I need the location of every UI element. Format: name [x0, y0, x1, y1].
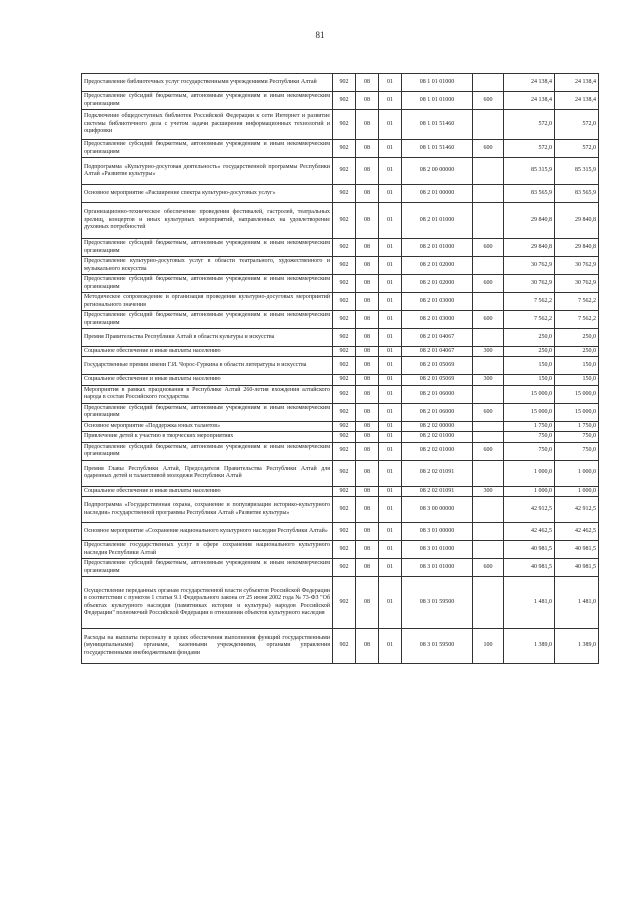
amount-year-1-cell: 572,0: [504, 140, 555, 158]
ministry-code-cell: 902: [333, 257, 356, 275]
table-row: [82, 541, 599, 559]
ministry-code-cell: 902: [333, 275, 356, 293]
ministry-code-cell: 902: [333, 421, 356, 431]
target-article-cell: 08 2 02 01091: [402, 486, 473, 496]
table-row: [82, 559, 599, 577]
table-row: [82, 497, 599, 523]
amount-year-2-cell: 750,0: [555, 432, 599, 442]
expense-description-cell: Мероприятия в рамках празднования в Республике Алтай 260-летия вхождения алтайского народа в состав Российского государства: [82, 385, 333, 403]
amount-year-2-cell: 750,0: [555, 442, 599, 460]
amount-year-1-cell: 150,0: [504, 357, 555, 375]
expense-type-cell: [473, 329, 504, 347]
table-row: [82, 629, 599, 664]
expense-description-cell: Подключение общедоступных библиотек Российской Федерации к сети Интернет и развитие системы библиотечного дела с учетом задачи расширения информационных технологий и оцифровки: [82, 110, 333, 140]
expense-description-cell: Предоставление субсидий бюджетным, автономным учреждениям и иным некоммерческим организациям: [82, 559, 333, 577]
amount-year-1-cell: 30 762,9: [504, 275, 555, 293]
subsection-code-cell: 01: [379, 329, 402, 347]
section-code-cell: 08: [356, 158, 379, 185]
expense-type-cell: [473, 577, 504, 629]
expense-type-cell: [473, 385, 504, 403]
subsection-code-cell: 01: [379, 158, 402, 185]
table-row: [82, 375, 599, 385]
amount-year-1-cell: 42 912,5: [504, 497, 555, 523]
expense-description-cell: Государственные премии имени Г.И. Чорос-Гуркина в области литературы и искусства: [82, 357, 333, 375]
ministry-code-cell: 902: [333, 293, 356, 311]
amount-year-1-cell: 29 840,8: [504, 203, 555, 239]
amount-year-1-cell: 1 389,0: [504, 629, 555, 664]
amount-year-1-cell: 7 562,2: [504, 293, 555, 311]
amount-year-2-cell: 572,0: [555, 140, 599, 158]
subsection-code-cell: 01: [379, 442, 402, 460]
target-article-cell: 08 3 01 01000: [402, 559, 473, 577]
amount-year-1-cell: 15 000,0: [504, 385, 555, 403]
section-code-cell: 08: [356, 203, 379, 239]
ministry-code-cell: 902: [333, 185, 356, 203]
amount-year-2-cell: 29 840,8: [555, 239, 599, 257]
table-row: [82, 74, 599, 92]
subsection-code-cell: 01: [379, 347, 402, 357]
section-code-cell: 08: [356, 257, 379, 275]
section-code-cell: 08: [356, 403, 379, 421]
amount-year-2-cell: 85 315,9: [555, 158, 599, 185]
amount-year-1-cell: 1 000,0: [504, 486, 555, 496]
ministry-code-cell: 902: [333, 110, 356, 140]
expense-description-cell: Подпрограмма «Государственная охрана, сохранение и популяризация историко-культурного наследия» государственной программы Республики Алтай «Развитие культуры»: [82, 497, 333, 523]
section-code-cell: 08: [356, 385, 379, 403]
target-article-cell: 08 2 01 02000: [402, 275, 473, 293]
expense-description-cell: Премия Главы Республики Алтай, Председателя Правительства Республики Алтай для одаренных детей и талантливой молодежи Республики Алтай: [82, 460, 333, 486]
ministry-code-cell: 902: [333, 375, 356, 385]
ministry-code-cell: 902: [333, 403, 356, 421]
amount-year-1-cell: 250,0: [504, 347, 555, 357]
subsection-code-cell: 01: [379, 275, 402, 293]
expense-description-cell: Предоставление культурно-досуговых услуг в области театрального, художественного и музыкального искусства: [82, 257, 333, 275]
section-code-cell: 08: [356, 629, 379, 664]
amount-year-1-cell: 750,0: [504, 432, 555, 442]
expense-description-cell: Основное мероприятие «Сохранение национального культурного наследия Республики Алтай»: [82, 523, 333, 541]
amount-year-1-cell: 24 138,4: [504, 92, 555, 110]
table-row: [82, 239, 599, 257]
expense-description-cell: Предоставление субсидий бюджетным, автономным учреждениям и иным некоммерческим организациям: [82, 140, 333, 158]
section-code-cell: 08: [356, 559, 379, 577]
amount-year-2-cell: 1 481,0: [555, 577, 599, 629]
amount-year-2-cell: 150,0: [555, 375, 599, 385]
amount-year-1-cell: 150,0: [504, 375, 555, 385]
section-code-cell: 08: [356, 421, 379, 431]
expense-description-cell: Предоставление субсидий бюджетным, автономным учреждениям и иным некоммерческим организациям: [82, 275, 333, 293]
section-code-cell: 08: [356, 311, 379, 329]
amount-year-2-cell: 29 840,8: [555, 203, 599, 239]
section-code-cell: 08: [356, 185, 379, 203]
section-code-cell: 08: [356, 375, 379, 385]
amount-year-1-cell: 750,0: [504, 442, 555, 460]
budget-table-body: [82, 74, 599, 664]
subsection-code-cell: 01: [379, 375, 402, 385]
section-code-cell: 08: [356, 329, 379, 347]
expense-description-cell: Организационно-техническое обеспечение проведения фестивалей, гастролей, театральных зрелищ, концертов и иных культурных мероприятий, направленных на удовлетворение духовных потребностей: [82, 203, 333, 239]
subsection-code-cell: 01: [379, 403, 402, 421]
subsection-code-cell: 01: [379, 110, 402, 140]
expense-description-cell: Привлечение детей к участию в творческих мероприятиях: [82, 432, 333, 442]
subsection-code-cell: 01: [379, 559, 402, 577]
expense-type-cell: 300: [473, 486, 504, 496]
ministry-code-cell: 902: [333, 460, 356, 486]
amount-year-2-cell: 572,0: [555, 110, 599, 140]
amount-year-2-cell: 250,0: [555, 329, 599, 347]
target-article-cell: 08 1 01 01000: [402, 92, 473, 110]
expense-description-cell: Социальное обеспечение и иные выплаты населению: [82, 375, 333, 385]
table-row: [82, 432, 599, 442]
target-article-cell: 08 2 01 04067: [402, 329, 473, 347]
ministry-code-cell: 902: [333, 559, 356, 577]
target-article-cell: 08 2 01 05069: [402, 357, 473, 375]
section-code-cell: 08: [356, 442, 379, 460]
ministry-code-cell: 902: [333, 140, 356, 158]
page-number: 81: [315, 30, 325, 40]
target-article-cell: 08 3 01 59500: [402, 629, 473, 664]
amount-year-1-cell: 7 562,2: [504, 311, 555, 329]
budget-table: [81, 73, 599, 664]
ministry-code-cell: 902: [333, 357, 356, 375]
ministry-code-cell: 902: [333, 74, 356, 92]
expense-description-cell: Предоставление субсидий бюджетным, автономным учреждениям и иным некоммерческим организациям: [82, 403, 333, 421]
expense-type-cell: [473, 497, 504, 523]
amount-year-2-cell: 24 138,4: [555, 74, 599, 92]
expense-type-cell: 600: [473, 442, 504, 460]
expense-type-cell: 600: [473, 92, 504, 110]
target-article-cell: 08 2 01 04067: [402, 347, 473, 357]
amount-year-1-cell: 24 138,4: [504, 74, 555, 92]
table-row: [82, 421, 599, 431]
expense-description-cell: Предоставление субсидий бюджетным, автономным учреждениям и иным некоммерческим организациям: [82, 442, 333, 460]
target-article-cell: 08 1 01 01000: [402, 74, 473, 92]
ministry-code-cell: 902: [333, 311, 356, 329]
expense-description-cell: Методическое сопровождение и организация проведения культурно-досуговых мероприятий регионального значения: [82, 293, 333, 311]
amount-year-1-cell: 40 981,5: [504, 559, 555, 577]
subsection-code-cell: 01: [379, 203, 402, 239]
table-row: [82, 92, 599, 110]
expense-description-cell: Основное мероприятие «Расширение спектра культурно-досуговых услуг»: [82, 185, 333, 203]
ministry-code-cell: 902: [333, 577, 356, 629]
expense-type-cell: [473, 357, 504, 375]
ministry-code-cell: 902: [333, 385, 356, 403]
target-article-cell: 08 2 01 06000: [402, 385, 473, 403]
table-row: [82, 403, 599, 421]
expense-type-cell: 600: [473, 239, 504, 257]
target-article-cell: 08 2 01 03000: [402, 311, 473, 329]
amount-year-2-cell: 24 138,4: [555, 92, 599, 110]
target-article-cell: 08 3 00 00000: [402, 497, 473, 523]
ministry-code-cell: 902: [333, 92, 356, 110]
table-row: [82, 110, 599, 140]
table-row: [82, 203, 599, 239]
target-article-cell: 08 2 01 00000: [402, 185, 473, 203]
ministry-code-cell: 902: [333, 486, 356, 496]
target-article-cell: 08 2 01 05069: [402, 375, 473, 385]
section-code-cell: 08: [356, 140, 379, 158]
subsection-code-cell: 01: [379, 140, 402, 158]
section-code-cell: 08: [356, 110, 379, 140]
table-row: [82, 577, 599, 629]
expense-type-cell: [473, 203, 504, 239]
target-article-cell: 08 2 00 00000: [402, 158, 473, 185]
expense-description-cell: Подпрограмма «Культурно-досуговая деятельность» государственной программы Республики Алтай «Развитие культуры»: [82, 158, 333, 185]
table-row: [82, 275, 599, 293]
expense-type-cell: [473, 74, 504, 92]
table-row: [82, 347, 599, 357]
expense-type-cell: 600: [473, 311, 504, 329]
amount-year-1-cell: 15 000,0: [504, 403, 555, 421]
expense-type-cell: [473, 460, 504, 486]
subsection-code-cell: 01: [379, 577, 402, 629]
ministry-code-cell: 902: [333, 629, 356, 664]
target-article-cell: 08 2 02 01000: [402, 432, 473, 442]
amount-year-2-cell: 1 750,0: [555, 421, 599, 431]
amount-year-2-cell: 15 000,0: [555, 385, 599, 403]
expense-description-cell: Основное мероприятие «Поддержка юных талантов»: [82, 421, 333, 431]
expense-type-cell: [473, 541, 504, 559]
table-row: [82, 311, 599, 329]
table-row: [82, 257, 599, 275]
amount-year-2-cell: 7 562,2: [555, 311, 599, 329]
table-row: [82, 140, 599, 158]
section-code-cell: 08: [356, 92, 379, 110]
section-code-cell: 08: [356, 239, 379, 257]
table-row: [82, 385, 599, 403]
amount-year-2-cell: 1 389,0: [555, 629, 599, 664]
section-code-cell: 08: [356, 460, 379, 486]
expense-type-cell: 600: [473, 140, 504, 158]
table-row: [82, 523, 599, 541]
subsection-code-cell: 01: [379, 74, 402, 92]
expense-type-cell: 100: [473, 629, 504, 664]
ministry-code-cell: 902: [333, 442, 356, 460]
subsection-code-cell: 01: [379, 311, 402, 329]
expense-type-cell: 600: [473, 559, 504, 577]
target-article-cell: 08 1 01 51460: [402, 140, 473, 158]
expense-type-cell: [473, 432, 504, 442]
subsection-code-cell: 01: [379, 357, 402, 375]
section-code-cell: 08: [356, 275, 379, 293]
target-article-cell: 08 2 01 01000: [402, 203, 473, 239]
subsection-code-cell: 01: [379, 523, 402, 541]
table-row: [82, 185, 599, 203]
amount-year-2-cell: 42 462,5: [555, 523, 599, 541]
subsection-code-cell: 01: [379, 486, 402, 496]
table-row: [82, 158, 599, 185]
amount-year-2-cell: 40 981,5: [555, 541, 599, 559]
subsection-code-cell: 01: [379, 460, 402, 486]
expense-type-cell: 600: [473, 403, 504, 421]
table-row: [82, 442, 599, 460]
subsection-code-cell: 01: [379, 629, 402, 664]
amount-year-2-cell: 7 562,2: [555, 293, 599, 311]
table-row: [82, 329, 599, 347]
subsection-code-cell: 01: [379, 497, 402, 523]
expense-type-cell: [473, 185, 504, 203]
expense-description-cell: Премия Правительства Республики Алтай в области культуры и искусства: [82, 329, 333, 347]
subsection-code-cell: 01: [379, 541, 402, 559]
target-article-cell: 08 2 01 03000: [402, 293, 473, 311]
expense-type-cell: [473, 293, 504, 311]
amount-year-2-cell: 30 762,9: [555, 275, 599, 293]
ministry-code-cell: 902: [333, 541, 356, 559]
subsection-code-cell: 01: [379, 92, 402, 110]
section-code-cell: 08: [356, 497, 379, 523]
section-code-cell: 08: [356, 486, 379, 496]
target-article-cell: 08 3 01 00000: [402, 523, 473, 541]
target-article-cell: 08 3 01 59500: [402, 577, 473, 629]
amount-year-1-cell: 1 750,0: [504, 421, 555, 431]
table-row: [82, 293, 599, 311]
amount-year-2-cell: 83 565,9: [555, 185, 599, 203]
expense-type-cell: 300: [473, 347, 504, 357]
expense-type-cell: [473, 158, 504, 185]
section-code-cell: 08: [356, 577, 379, 629]
ministry-code-cell: 902: [333, 239, 356, 257]
amount-year-1-cell: 40 981,5: [504, 541, 555, 559]
amount-year-1-cell: 42 462,5: [504, 523, 555, 541]
subsection-code-cell: 01: [379, 421, 402, 431]
section-code-cell: 08: [356, 74, 379, 92]
expense-type-cell: [473, 523, 504, 541]
expense-description-cell: Предоставление субсидий бюджетным, автономным учреждениям и иным некоммерческим организациям: [82, 92, 333, 110]
amount-year-2-cell: 30 762,9: [555, 257, 599, 275]
section-code-cell: 08: [356, 541, 379, 559]
expense-description-cell: Предоставление субсидий бюджетным, автономным учреждениям и иным некоммерческим организациям: [82, 239, 333, 257]
subsection-code-cell: 01: [379, 293, 402, 311]
section-code-cell: 08: [356, 357, 379, 375]
ministry-code-cell: 902: [333, 329, 356, 347]
subsection-code-cell: 01: [379, 185, 402, 203]
target-article-cell: 08 2 02 01000: [402, 442, 473, 460]
expense-description-cell: Осуществление переданных органам государственной власти субъектов Российской Федерации в соответствии с пунктом 1 статьи 9.1 Федерального закона от 25 июня 2002 года № 73-ФЗ "Об объектах культурного наследия (памятниках истории и культуры) народов Российской Федерации" полномочий Российской Федерации в отношении объектов культурного наследия: [82, 577, 333, 629]
amount-year-2-cell: 1 000,0: [555, 486, 599, 496]
target-article-cell: 08 2 01 02000: [402, 257, 473, 275]
subsection-code-cell: 01: [379, 385, 402, 403]
expense-type-cell: [473, 257, 504, 275]
amount-year-1-cell: 572,0: [504, 110, 555, 140]
amount-year-1-cell: 29 840,8: [504, 239, 555, 257]
ministry-code-cell: 902: [333, 347, 356, 357]
amount-year-1-cell: 1 000,0: [504, 460, 555, 486]
expense-type-cell: [473, 110, 504, 140]
amount-year-1-cell: 250,0: [504, 329, 555, 347]
subsection-code-cell: 01: [379, 257, 402, 275]
expense-type-cell: 300: [473, 375, 504, 385]
expense-description-cell: Социальное обеспечение и иные выплаты населению: [82, 347, 333, 357]
amount-year-2-cell: 250,0: [555, 347, 599, 357]
amount-year-2-cell: 40 981,5: [555, 559, 599, 577]
ministry-code-cell: 902: [333, 203, 356, 239]
target-article-cell: 08 1 01 51460: [402, 110, 473, 140]
amount-year-2-cell: 15 000,0: [555, 403, 599, 421]
section-code-cell: 08: [356, 432, 379, 442]
expense-description-cell: Предоставление субсидий бюджетным, автономным учреждениям и иным некоммерческим организациям: [82, 311, 333, 329]
target-article-cell: 08 3 01 01000: [402, 541, 473, 559]
table-row: [82, 486, 599, 496]
ministry-code-cell: 902: [333, 497, 356, 523]
amount-year-2-cell: 42 912,5: [555, 497, 599, 523]
expense-description-cell: Социальное обеспечение и иные выплаты населению: [82, 486, 333, 496]
expense-type-cell: 600: [473, 275, 504, 293]
amount-year-1-cell: 1 481,0: [504, 577, 555, 629]
target-article-cell: 08 2 02 01091: [402, 460, 473, 486]
amount-year-1-cell: 30 762,9: [504, 257, 555, 275]
expense-description-cell: Расходы на выплаты персоналу в целях обеспечения выполнения функций государственными (муниципальными) органами, казенными учреждениями, органами управления государственными внебюджетными фондами: [82, 629, 333, 664]
target-article-cell: 08 2 01 01000: [402, 239, 473, 257]
amount-year-1-cell: 85 315,9: [504, 158, 555, 185]
section-code-cell: 08: [356, 347, 379, 357]
amount-year-2-cell: 1 000,0: [555, 460, 599, 486]
expense-description-cell: Предоставление государственных услуг в сфере сохранения национального культурного наследия Республики Алтай: [82, 541, 333, 559]
amount-year-1-cell: 83 565,9: [504, 185, 555, 203]
ministry-code-cell: 902: [333, 523, 356, 541]
amount-year-2-cell: 150,0: [555, 357, 599, 375]
target-article-cell: 08 2 02 00000: [402, 421, 473, 431]
expense-description-cell: Предоставление библиотечных услуг государственными учреждениями Республики Алтай: [82, 74, 333, 92]
section-code-cell: 08: [356, 523, 379, 541]
table-row: [82, 460, 599, 486]
target-article-cell: 08 2 01 06000: [402, 403, 473, 421]
subsection-code-cell: 01: [379, 239, 402, 257]
ministry-code-cell: 902: [333, 158, 356, 185]
table-row: [82, 357, 599, 375]
section-code-cell: 08: [356, 293, 379, 311]
ministry-code-cell: 902: [333, 432, 356, 442]
expense-type-cell: [473, 421, 504, 431]
subsection-code-cell: 01: [379, 432, 402, 442]
